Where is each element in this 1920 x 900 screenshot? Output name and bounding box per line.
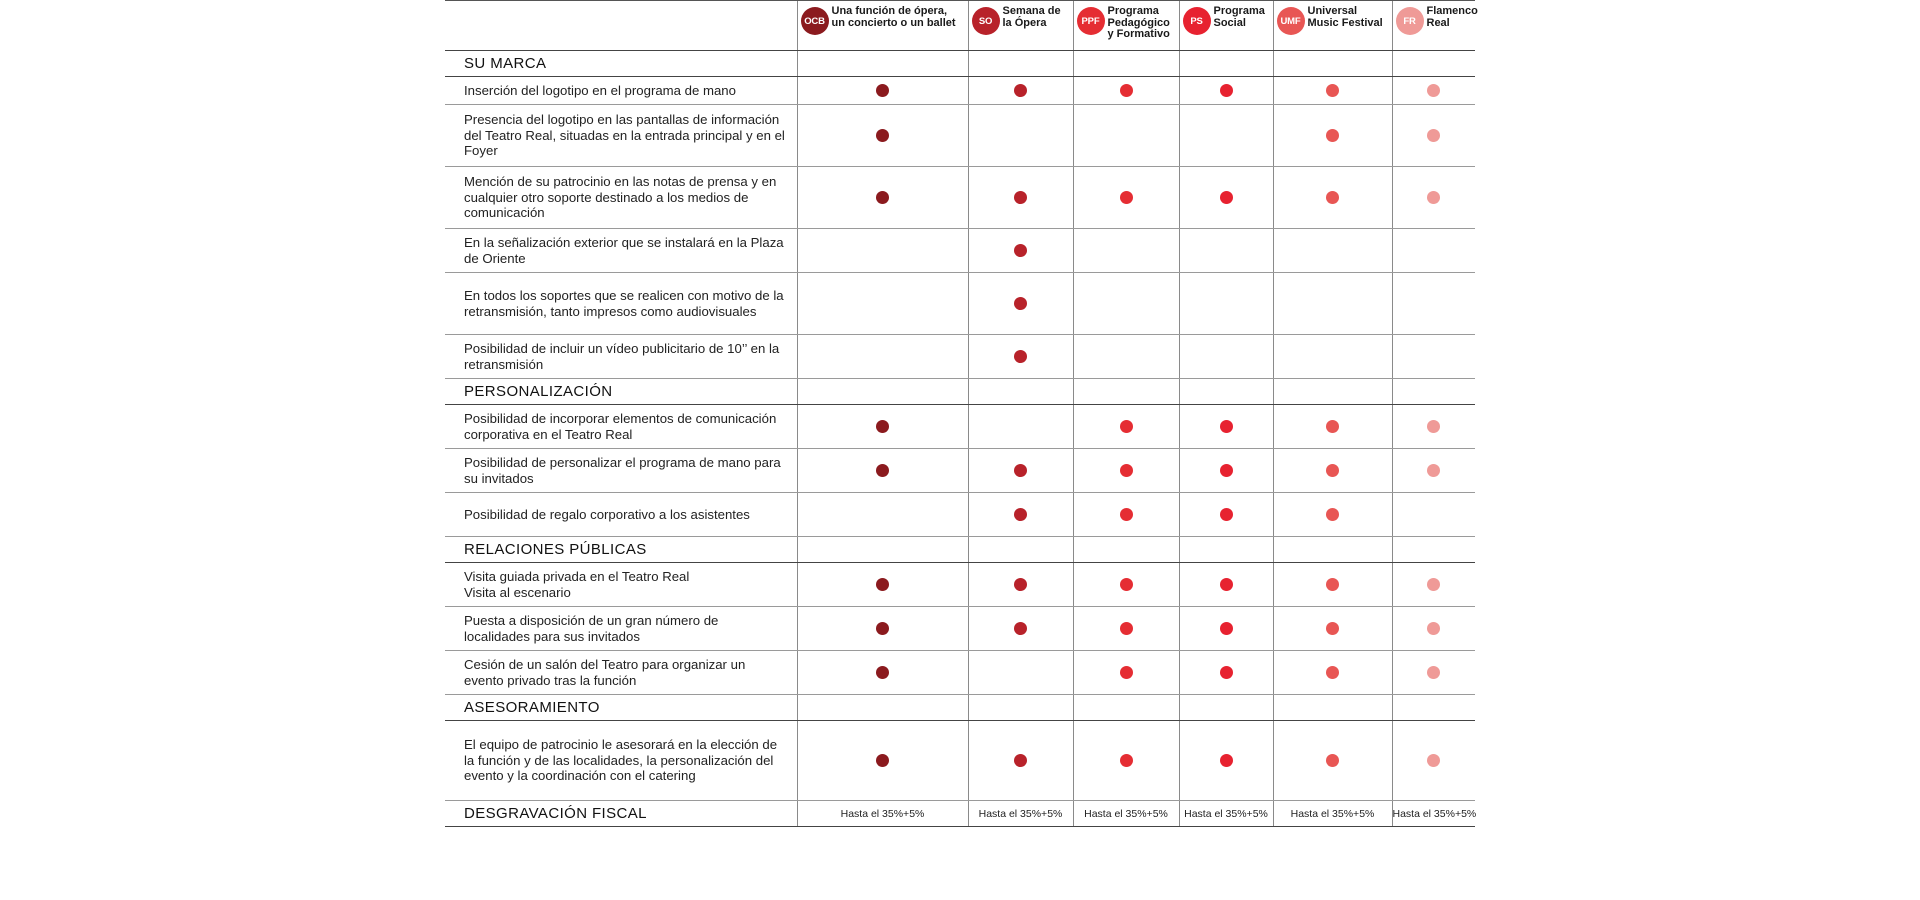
section-cell — [1392, 51, 1475, 77]
section-cell — [1273, 51, 1392, 77]
included-dot-icon — [1220, 622, 1233, 635]
benefit-cell-ps — [1179, 563, 1273, 607]
included-dot-icon — [1326, 754, 1339, 767]
included-dot-icon — [1427, 84, 1440, 97]
benefit-cell-fr — [1392, 405, 1475, 449]
program-header-fr — [1392, 1, 1478, 51]
benefit-row — [445, 493, 1475, 537]
program-header-ps — [1179, 1, 1273, 51]
section-row — [445, 51, 1475, 77]
included-dot-icon — [1120, 754, 1133, 767]
benefit-cell-so — [968, 493, 1073, 537]
benefit-label: Puesta a disposición de un gran número de localidades para sus invitados — [445, 607, 797, 651]
included-dot-icon — [1120, 191, 1133, 204]
section-cell — [968, 51, 1073, 77]
included-dot-icon — [1220, 191, 1233, 204]
benefit-cell-fr — [1392, 449, 1475, 493]
section-row — [445, 695, 1475, 721]
section-cell — [1073, 379, 1179, 405]
benefit-cell-ocb — [797, 335, 968, 379]
fiscal-value: Hasta el 35%+5% — [1073, 801, 1179, 827]
benefit-cell-ppf — [1073, 493, 1179, 537]
header-corner — [445, 1, 797, 51]
program-name: Una función de ópera, un concierto o un ballet — [831, 5, 956, 29]
benefit-cell-umf — [1273, 229, 1392, 273]
benefit-row — [445, 449, 1475, 493]
program-name: Programa Pedagógico y Formativo — [1107, 5, 1170, 40]
included-dot-icon — [876, 666, 889, 679]
benefit-cell-ocb — [797, 229, 968, 273]
section-title: PERSONALIZACIÓN — [445, 379, 797, 405]
benefit-label: Cesión de un salón del Teatro para organizar un evento privado tras la función — [445, 651, 797, 695]
benefit-cell-ps — [1179, 77, 1273, 105]
benefit-label: Inserción del logotipo en el programa de mano — [445, 77, 797, 105]
section-cell — [1392, 379, 1475, 405]
benefit-cell-ocb — [797, 449, 968, 493]
benefit-cell-ppf — [1073, 721, 1179, 801]
included-dot-icon — [1014, 754, 1027, 767]
included-dot-icon — [1427, 129, 1440, 142]
benefit-cell-fr — [1392, 273, 1475, 335]
section-cell — [797, 537, 968, 563]
program-badge-icon: SO — [972, 7, 1000, 35]
benefit-cell-ocb — [797, 563, 968, 607]
benefit-cell-so — [968, 721, 1073, 801]
benefits-body — [445, 51, 1475, 827]
section-cell — [1073, 695, 1179, 721]
benefit-cell-ocb — [797, 607, 968, 651]
included-dot-icon — [1014, 244, 1027, 257]
benefit-cell-ocb — [797, 493, 968, 537]
benefit-row — [445, 335, 1475, 379]
benefit-row — [445, 77, 1475, 105]
benefit-cell-ps — [1179, 651, 1273, 695]
benefit-cell-fr — [1392, 563, 1475, 607]
program-name: Semana de la Ópera — [1002, 5, 1061, 29]
included-dot-icon — [1220, 508, 1233, 521]
benefit-cell-umf — [1273, 105, 1392, 167]
benefit-cell-ppf — [1073, 449, 1179, 493]
benefit-row — [445, 105, 1475, 167]
benefit-row — [445, 651, 1475, 695]
section-cell — [968, 379, 1073, 405]
benefit-cell-ppf — [1073, 563, 1179, 607]
benefit-cell-fr — [1392, 335, 1475, 379]
benefit-cell-fr — [1392, 493, 1475, 537]
benefit-cell-ocb — [797, 105, 968, 167]
section-title: RELACIONES PÚBLICAS — [445, 537, 797, 563]
included-dot-icon — [1014, 464, 1027, 477]
benefit-row — [445, 229, 1475, 273]
section-cell — [1273, 379, 1392, 405]
benefit-cell-ps — [1179, 167, 1273, 229]
benefit-cell-ocb — [797, 721, 968, 801]
included-dot-icon — [1014, 622, 1027, 635]
included-dot-icon — [876, 464, 889, 477]
benefit-cell-ps — [1179, 493, 1273, 537]
benefit-cell-ocb — [797, 651, 968, 695]
benefit-cell-umf — [1273, 77, 1392, 105]
included-dot-icon — [1120, 464, 1133, 477]
section-cell — [1179, 695, 1273, 721]
program-header-row — [445, 1, 1475, 51]
section-cell — [1073, 537, 1179, 563]
program-name: Flamenco Real — [1426, 5, 1478, 29]
included-dot-icon — [1326, 508, 1339, 521]
benefit-row — [445, 563, 1475, 607]
benefit-label: El equipo de patrocinio le asesorará en la elección de la función y de las localidades, la personalización del evento y la coordinación con el catering — [445, 721, 797, 801]
included-dot-icon — [1326, 578, 1339, 591]
benefit-cell-ps — [1179, 273, 1273, 335]
section-cell — [1273, 537, 1392, 563]
included-dot-icon — [1014, 191, 1027, 204]
benefit-cell-ps — [1179, 335, 1273, 379]
included-dot-icon — [1326, 622, 1339, 635]
included-dot-icon — [1120, 622, 1133, 635]
benefit-cell-ppf — [1073, 607, 1179, 651]
included-dot-icon — [1014, 578, 1027, 591]
benefit-cell-ppf — [1073, 405, 1179, 449]
program-badge-icon: FR — [1396, 7, 1424, 35]
section-cell — [1273, 695, 1392, 721]
benefit-cell-ps — [1179, 405, 1273, 449]
included-dot-icon — [1427, 666, 1440, 679]
benefit-label: Posibilidad de personalizar el programa de mano para su invitados — [445, 449, 797, 493]
benefit-cell-ocb — [797, 167, 968, 229]
benefit-cell-umf — [1273, 563, 1392, 607]
benefit-cell-ps — [1179, 105, 1273, 167]
included-dot-icon — [1220, 464, 1233, 477]
benefit-cell-umf — [1273, 607, 1392, 651]
included-dot-icon — [1120, 420, 1133, 433]
fiscal-value: Hasta el 35%+5% — [1273, 801, 1392, 827]
included-dot-icon — [1427, 754, 1440, 767]
included-dot-icon — [1220, 578, 1233, 591]
benefit-row — [445, 273, 1475, 335]
included-dot-icon — [876, 191, 889, 204]
included-dot-icon — [1220, 420, 1233, 433]
section-title: ASESORAMIENTO — [445, 695, 797, 721]
benefit-cell-ps — [1179, 229, 1273, 273]
benefit-cell-so — [968, 651, 1073, 695]
benefit-cell-ocb — [797, 273, 968, 335]
included-dot-icon — [1120, 666, 1133, 679]
program-name: Programa Social — [1213, 5, 1265, 29]
section-cell — [1392, 695, 1475, 721]
included-dot-icon — [876, 84, 889, 97]
included-dot-icon — [1326, 84, 1339, 97]
benefit-cell-ppf — [1073, 335, 1179, 379]
fiscal-value: Hasta el 35%+5% — [797, 801, 968, 827]
benefit-label: En todos los soportes que se realicen con motivo de la retransmisión, tanto impresos como audiovisuales — [445, 273, 797, 335]
included-dot-icon — [1427, 622, 1440, 635]
benefit-cell-ppf — [1073, 77, 1179, 105]
program-badge-icon: PS — [1183, 7, 1211, 35]
included-dot-icon — [1220, 666, 1233, 679]
benefit-cell-ocb — [797, 405, 968, 449]
benefit-cell-fr — [1392, 167, 1475, 229]
benefit-cell-so — [968, 273, 1073, 335]
benefit-cell-fr — [1392, 229, 1475, 273]
benefit-cell-umf — [1273, 273, 1392, 335]
included-dot-icon — [876, 578, 889, 591]
benefit-cell-so — [968, 229, 1073, 273]
program-header-ocb — [797, 1, 968, 51]
benefit-cell-fr — [1392, 607, 1475, 651]
program-badge-icon: PPF — [1077, 7, 1105, 35]
benefit-cell-so — [968, 77, 1073, 105]
benefit-cell-fr — [1392, 721, 1475, 801]
included-dot-icon — [1220, 84, 1233, 97]
section-cell — [968, 695, 1073, 721]
benefit-label: Posibilidad de incluir un vídeo publicitario de 10’’ en la retransmisión — [445, 335, 797, 379]
section-cell — [1179, 379, 1273, 405]
section-row — [445, 537, 1475, 563]
benefit-cell-ppf — [1073, 651, 1179, 695]
benefit-cell-ps — [1179, 449, 1273, 493]
section-cell — [797, 51, 968, 77]
program-badge-icon: OCB — [801, 7, 829, 35]
benefit-cell-fr — [1392, 651, 1475, 695]
included-dot-icon — [1326, 666, 1339, 679]
section-cell — [797, 695, 968, 721]
benefit-label: Posibilidad de regalo corporativo a los asistentes — [445, 493, 797, 537]
benefit-cell-ps — [1179, 607, 1273, 651]
benefit-cell-so — [968, 449, 1073, 493]
fiscal-value: Hasta el 35%+5% — [968, 801, 1073, 827]
included-dot-icon — [1326, 420, 1339, 433]
benefit-cell-ppf — [1073, 229, 1179, 273]
program-badge-icon: UMF — [1277, 7, 1305, 35]
program-header-ppf — [1073, 1, 1179, 51]
included-dot-icon — [1220, 754, 1233, 767]
program-name: Universal Music Festival — [1307, 5, 1383, 29]
section-cell — [1179, 537, 1273, 563]
benefit-cell-so — [968, 105, 1073, 167]
benefit-cell-ppf — [1073, 167, 1179, 229]
benefits-table — [445, 0, 1478, 827]
included-dot-icon — [1120, 84, 1133, 97]
benefit-cell-ppf — [1073, 105, 1179, 167]
benefit-cell-umf — [1273, 651, 1392, 695]
included-dot-icon — [1326, 464, 1339, 477]
benefit-cell-fr — [1392, 77, 1475, 105]
included-dot-icon — [1120, 508, 1133, 521]
benefit-cell-so — [968, 563, 1073, 607]
included-dot-icon — [1120, 578, 1133, 591]
benefit-label: Posibilidad de incorporar elementos de comunicación corporativa en el Teatro Real — [445, 405, 797, 449]
benefit-cell-umf — [1273, 167, 1392, 229]
fiscal-value: Hasta el 35%+5% — [1392, 801, 1475, 827]
benefit-cell-ps — [1179, 721, 1273, 801]
benefit-cell-fr — [1392, 105, 1475, 167]
benefit-cell-umf — [1273, 449, 1392, 493]
included-dot-icon — [1427, 191, 1440, 204]
fiscal-title: DESGRAVACIÓN FISCAL — [445, 801, 797, 827]
benefit-cell-so — [968, 405, 1073, 449]
benefit-cell-so — [968, 335, 1073, 379]
section-cell — [797, 379, 968, 405]
benefit-cell-so — [968, 167, 1073, 229]
benefit-cell-umf — [1273, 493, 1392, 537]
included-dot-icon — [1427, 578, 1440, 591]
section-cell — [968, 537, 1073, 563]
benefit-label: Presencia del logotipo en las pantallas de información del Teatro Real, situadas en la entrada principal y en el Foyer — [445, 105, 797, 167]
benefit-row — [445, 607, 1475, 651]
section-cell — [1073, 51, 1179, 77]
fiscal-value: Hasta el 35%+5% — [1179, 801, 1273, 827]
included-dot-icon — [1326, 129, 1339, 142]
benefit-label: En la señalización exterior que se instalará en la Plaza de Oriente — [445, 229, 797, 273]
section-row — [445, 379, 1475, 405]
included-dot-icon — [1014, 350, 1027, 363]
program-header-so — [968, 1, 1073, 51]
benefit-row — [445, 167, 1475, 229]
section-cell — [1392, 537, 1475, 563]
included-dot-icon — [1427, 464, 1440, 477]
included-dot-icon — [1014, 508, 1027, 521]
benefit-cell-ppf — [1073, 273, 1179, 335]
included-dot-icon — [876, 420, 889, 433]
benefit-label: Mención de su patrocinio en las notas de prensa y en cualquier otro soporte destinado a los medios de comunicación — [445, 167, 797, 229]
included-dot-icon — [1014, 84, 1027, 97]
included-dot-icon — [876, 622, 889, 635]
benefit-cell-umf — [1273, 335, 1392, 379]
benefit-cell-so — [968, 607, 1073, 651]
section-title: SU MARCA — [445, 51, 797, 77]
benefit-row — [445, 721, 1475, 801]
benefit-cell-umf — [1273, 721, 1392, 801]
section-cell — [1179, 51, 1273, 77]
benefit-label: Visita guiada privada en el Teatro Real Visita al escenario — [445, 563, 797, 607]
benefit-row — [445, 405, 1475, 449]
included-dot-icon — [876, 129, 889, 142]
sponsorship-matrix — [445, 0, 1478, 827]
fiscal-row — [445, 801, 1475, 827]
included-dot-icon — [1014, 297, 1027, 310]
benefit-cell-ocb — [797, 77, 968, 105]
included-dot-icon — [876, 754, 889, 767]
included-dot-icon — [1427, 420, 1440, 433]
included-dot-icon — [1326, 191, 1339, 204]
program-header-umf — [1273, 1, 1392, 51]
benefit-cell-umf — [1273, 405, 1392, 449]
